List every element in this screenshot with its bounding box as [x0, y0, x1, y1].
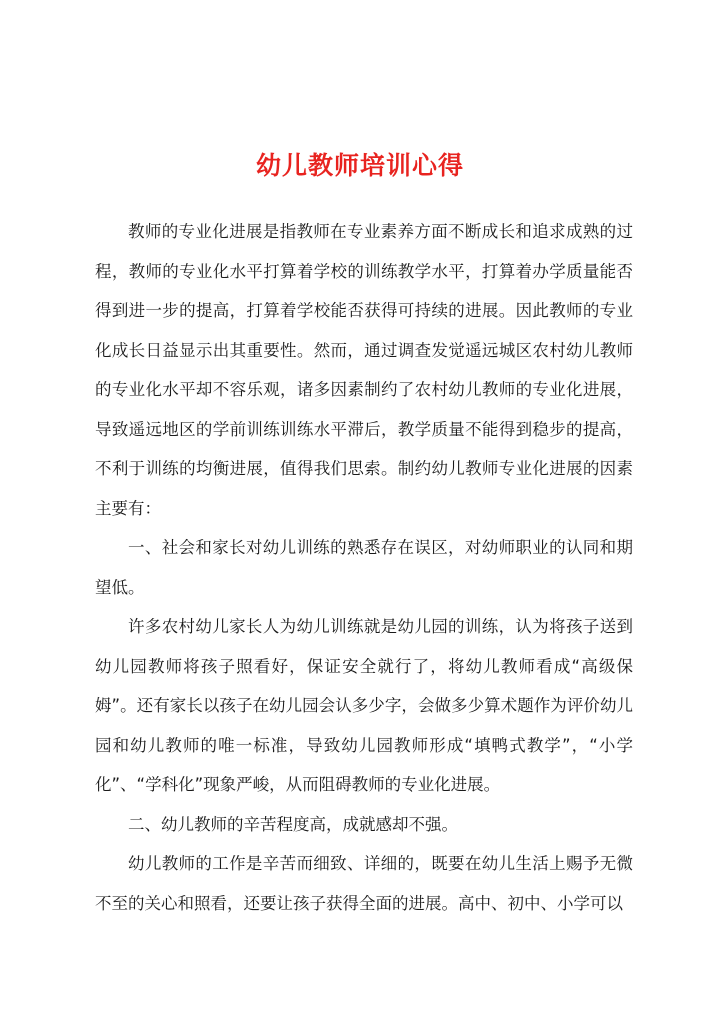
document-title: 幼儿教师培训心得 [255, 151, 464, 180]
paragraph-heading-2: 二、幼儿教师的辛苦程度高，成就感却不强。 [128, 814, 458, 834]
paragraph-workload: 幼儿教师的工作是辛苦而细致、详细的，既要在幼儿生活上赐予无微不至的关心和照看，还要让孩子获得全面的进展。高中、初中、小学可以 [95, 854, 633, 913]
document-body [95, 212, 633, 923]
paragraph-heading-1: 一、社会和家长对幼儿训练的熟悉存在误区，对幼师职业的认同和期望低。 [95, 538, 633, 597]
paragraph-parents: 许多农村幼儿家长人为幼儿训练就是幼儿园的训练，认为将孩子送到幼儿园教师将孩子照看好，保证安全就行了，将幼儿教师看成“高级保姆”。还有家长以孩子在幼儿园会认多少字，会做多少算术题作为评价幼儿园和幼儿教师的唯一标准，导致幼儿园教师形成“填鸭式教学”，“小学化”、“学科化”现象严峻，从而阻碍教师的专业化进展。 [95, 617, 633, 794]
paragraph-intro: 教师的专业化进展是指教师在专业素养方面不断成长和追求成熟的过程，教师的专业化水平打算着学校的训练教学水平，打算着办学质量能否得到进一步的提高，打算着学校能否获得可持续的进展。因此教师的专业化成长日益显示出其重要性。然而，通过调查发觉遥远城区农村幼儿教师的专业化水平却不容乐观，诸多因素制约了农村幼儿教师的专业化进展，导致遥远地区的学前训练训练水平滞后，教学质量不能得到稳步的提高，不利于训练的均衡进展，值得我们思索。制约幼儿教师专业化进展的因素主要有： [95, 222, 633, 518]
